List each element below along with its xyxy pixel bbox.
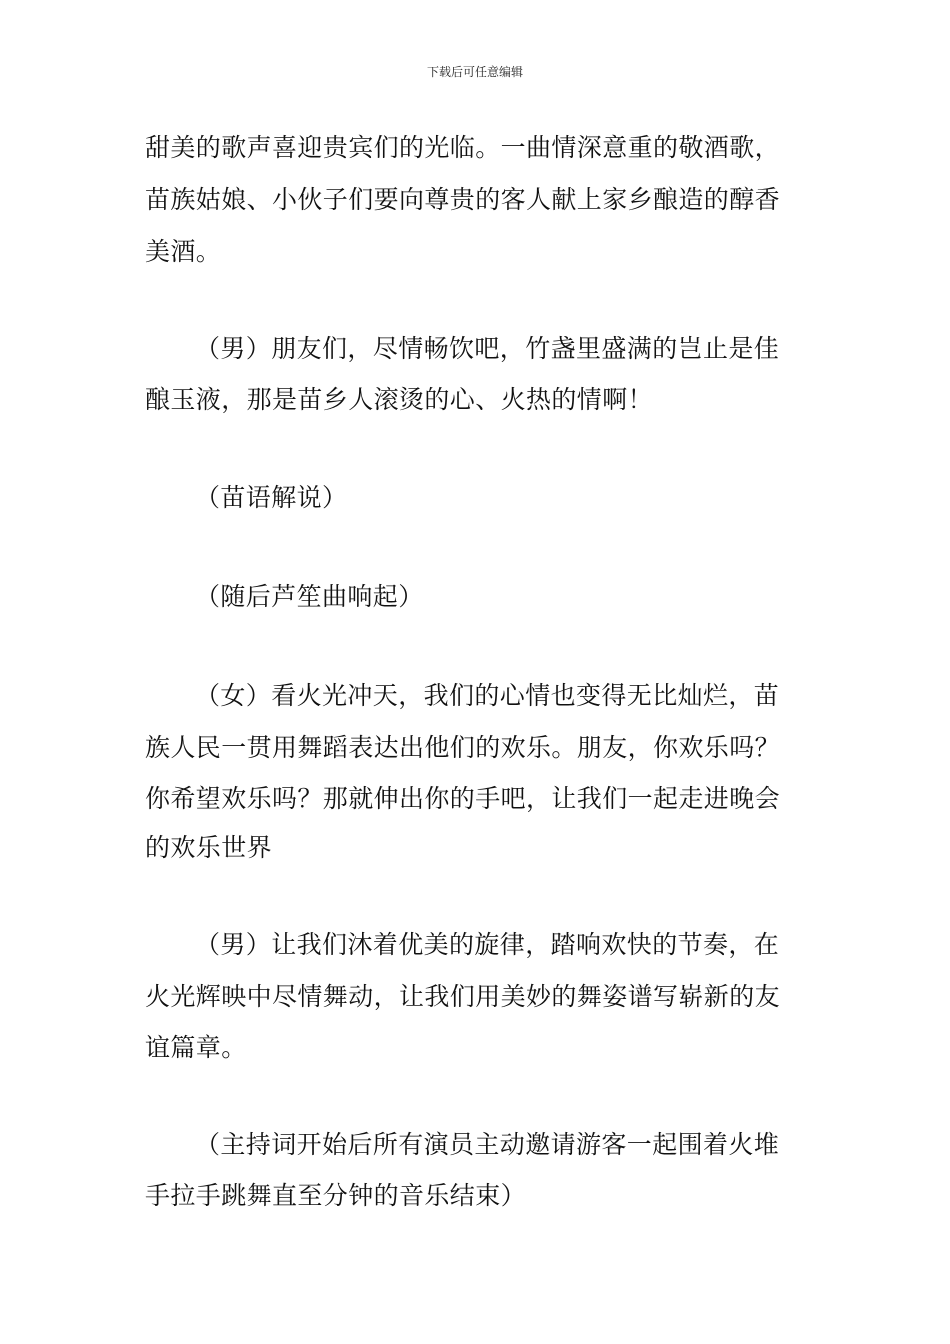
text-line: 你希望欢乐吗？那就伸出你的手吧，让我们一起走进晚会 — [145, 784, 781, 813]
text-line: 的欢乐世界 — [145, 833, 273, 862]
text-line: 酿玉液，那是苗乡人滚烫的心、火热的情啊！ — [145, 385, 654, 414]
text-line: （男）朋友们，尽情畅饮吧，竹盏里盛满的岂止是佳 — [195, 334, 780, 363]
text-line: 甜美的歌声喜迎贵宾们的光临。一曲情深意重的敬酒歌， — [145, 133, 781, 162]
text-line: 苗族姑娘、小伙子们要向尊贵的客人献上家乡酿造的醇香 — [145, 185, 781, 214]
page-header: 下载后可任意编辑 — [426, 65, 523, 79]
text-line: 美酒。 — [145, 237, 222, 266]
text-line: 族人民一贯用舞蹈表达出他们的欢乐。朋友，你欢乐吗？ — [145, 733, 781, 762]
text-line: （苗语解说） — [195, 483, 348, 512]
text-line: 谊篇章。 — [145, 1033, 247, 1062]
text-line: （主持词开始后所有演员主动邀请游客一起围着火堆 — [195, 1130, 780, 1159]
text-line: （女）看火光冲天，我们的心情也变得无比灿烂，苗 — [195, 681, 780, 710]
text-line: 火光辉映中尽情舞动，让我们用美妙的舞姿谱写崭新的友 — [145, 982, 781, 1011]
text-line: 手拉手跳舞直至分钟的音乐结束） — [145, 1181, 527, 1210]
text-line: （随后芦笙曲响起） — [195, 582, 424, 611]
text-line: （男）让我们沐着优美的旋律，踏响欢快的节奏，在 — [195, 930, 780, 959]
